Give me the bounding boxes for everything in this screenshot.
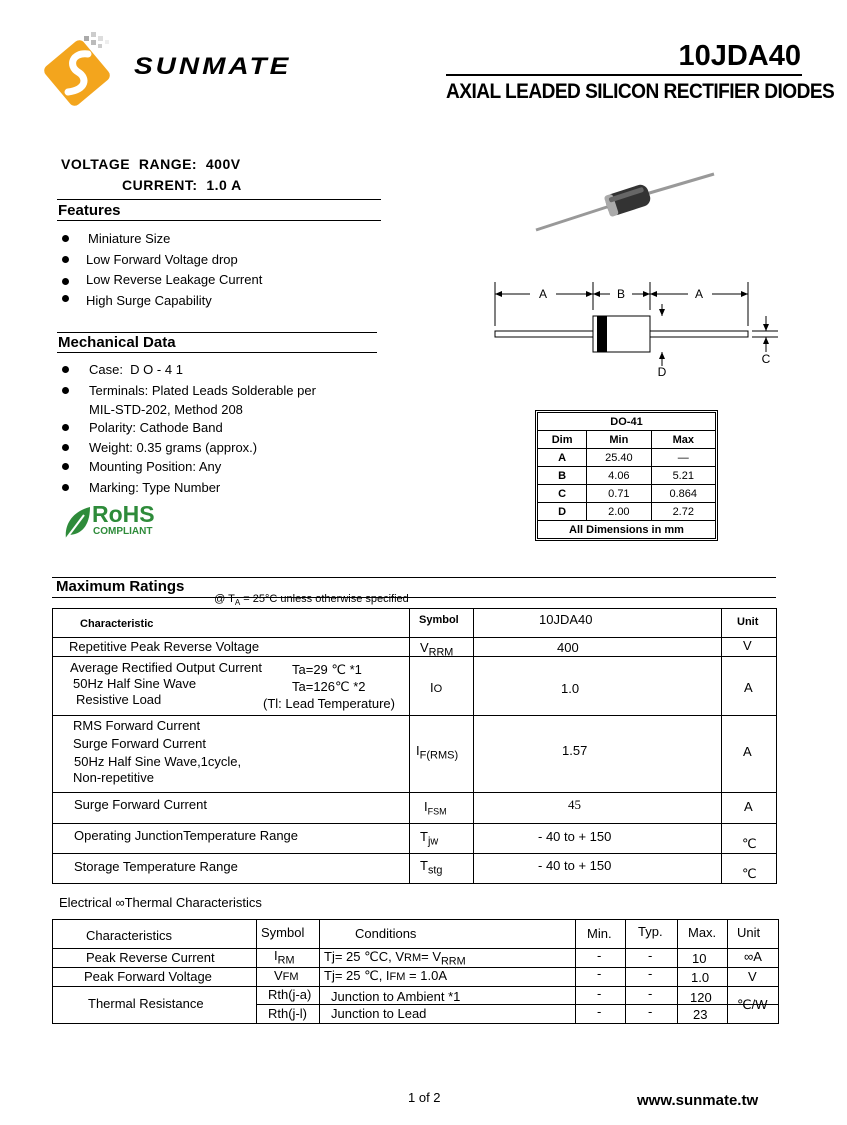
col-unit: Unit bbox=[737, 616, 759, 628]
max-ratings-title: Maximum Ratings bbox=[56, 578, 185, 595]
col-value: 10JDA40 bbox=[539, 612, 593, 627]
mechanical-rule-bottom bbox=[57, 352, 377, 353]
rating-char: Non-repetitive bbox=[73, 770, 154, 785]
rating-note: Ta=29 ℃ *1 bbox=[292, 662, 362, 677]
elec-col-char: Characteristics bbox=[86, 928, 172, 943]
elec-typ: - bbox=[648, 948, 653, 963]
brand-logo bbox=[44, 30, 309, 120]
elec-condition: Tj= 25 ℃, IFM = 1.0A bbox=[324, 968, 447, 983]
rating-value: 1.0 bbox=[561, 681, 580, 696]
bullet-icon bbox=[62, 484, 69, 491]
elec-max: 23 bbox=[693, 1007, 708, 1022]
rating-unit: ℃ bbox=[742, 866, 757, 881]
rating-char: Repetitive Peak Reverse Voltage bbox=[69, 639, 260, 654]
elec-col-symbol: Symbol bbox=[261, 925, 305, 940]
elec-unit: ∞A bbox=[744, 949, 762, 964]
dim-table-title: DO-41 bbox=[538, 413, 716, 431]
table-row bbox=[538, 467, 716, 485]
rating-symbol: $V_{RRM}$ bbox=[420, 640, 454, 659]
max-ratings-condition: @ $T_A = 25^\circ C$ unless otherwise specified bbox=[214, 593, 409, 608]
rating-value: 400 bbox=[557, 640, 579, 655]
rating-value: 1.57 bbox=[562, 743, 588, 758]
dim-cell: B bbox=[538, 467, 587, 485]
rating-symbol: $T_{stg}$ bbox=[420, 858, 443, 877]
leaf-icon bbox=[62, 505, 92, 541]
mechanical-item: Terminals: Plated Leads Solderable per bbox=[89, 383, 316, 398]
dim-cell: 4.06 bbox=[587, 467, 651, 485]
elec-symbol: Rth(j-l) bbox=[268, 1006, 307, 1021]
features-rule-bottom bbox=[57, 220, 381, 221]
dim-cell: 25.40 bbox=[587, 449, 651, 467]
bullet-icon bbox=[62, 387, 69, 394]
elec-min: - bbox=[597, 948, 602, 963]
dim-table-footer: All Dimensions in mm bbox=[538, 521, 716, 539]
dim-cell: 2.00 bbox=[587, 503, 651, 521]
elec-col-min: Min. bbox=[587, 926, 612, 941]
dim-cell: A bbox=[538, 449, 587, 467]
logo-mark-icon bbox=[44, 32, 112, 108]
bullet-icon bbox=[62, 295, 69, 302]
mechanical-item: Mounting Position: Any bbox=[89, 459, 222, 474]
table-row bbox=[538, 503, 716, 521]
rating-symbol: $T_{jw}$ bbox=[420, 829, 439, 848]
bullet-icon bbox=[62, 444, 69, 451]
electrical-title: Electrical ∞Thermal Characteristics bbox=[59, 895, 262, 910]
rating-unit: V bbox=[743, 638, 752, 653]
bullet-icon bbox=[62, 424, 69, 431]
rating-unit: A bbox=[743, 744, 752, 759]
elec-typ: - bbox=[648, 1004, 653, 1019]
elec-min: - bbox=[597, 1004, 602, 1019]
feature-item: Low Reverse Leakage Current bbox=[86, 272, 263, 287]
mechanical-item: Weight: 0.35 grams (approx.) bbox=[89, 440, 258, 455]
elec-col-typ: Typ. bbox=[638, 924, 663, 939]
rating-char: 50Hz Half Sine Wave,1cycle, bbox=[74, 754, 242, 769]
dim-header: Min bbox=[587, 431, 651, 449]
features-rule-top bbox=[57, 199, 381, 200]
footer-url[interactable]: www.sunmate.tw bbox=[637, 1092, 759, 1109]
rating-symbol: $I_{F(RMS)}$ bbox=[416, 743, 459, 762]
table-row bbox=[538, 449, 716, 467]
elec-char: Peak Reverse Current bbox=[86, 950, 215, 965]
rating-note: Ta=126℃ *2 bbox=[292, 679, 366, 694]
elec-col-unit: Unit bbox=[737, 925, 761, 940]
header-rule bbox=[446, 74, 802, 76]
feature-item: High Surge Capability bbox=[86, 293, 212, 308]
part-number: 10JDA40 bbox=[678, 40, 801, 72]
dim-cell: 0.71 bbox=[587, 485, 651, 503]
rating-note: (Tl: Lead Temperature) bbox=[263, 696, 395, 711]
diode-photo bbox=[530, 168, 730, 238]
elec-min: - bbox=[597, 986, 602, 1001]
elec-col-conditions: Conditions bbox=[355, 926, 417, 941]
elec-symbol: $I_{RM}$ bbox=[274, 948, 295, 967]
elec-col-max: Max. bbox=[688, 925, 717, 940]
bullet-icon bbox=[62, 278, 69, 285]
rating-value: 45 bbox=[568, 797, 581, 812]
dim-label-c: C bbox=[761, 352, 771, 366]
diode-body bbox=[604, 183, 653, 218]
feature-item: Miniature Size bbox=[88, 231, 171, 246]
diode-lead bbox=[536, 206, 610, 230]
rating-unit: A bbox=[744, 799, 753, 814]
bullet-icon bbox=[62, 463, 69, 470]
dim-cell: D bbox=[538, 503, 587, 521]
dim-header: Max bbox=[651, 431, 715, 449]
brand-text: SUNMATE bbox=[134, 52, 292, 80]
table-row bbox=[538, 485, 716, 503]
diode-lead bbox=[646, 174, 714, 194]
elec-max: 1.0 bbox=[691, 970, 710, 985]
rating-symbol: IO bbox=[430, 680, 443, 695]
features-title: Features bbox=[58, 202, 121, 219]
col-characteristic: Characteristic bbox=[80, 618, 154, 630]
rating-unit: ℃ bbox=[742, 836, 757, 851]
dim-cell: 0.864 bbox=[651, 485, 715, 503]
dim-label-b: B bbox=[616, 287, 626, 301]
page-number: 1 of 2 bbox=[408, 1090, 441, 1105]
elec-max: 10 bbox=[692, 951, 707, 966]
elec-typ: - bbox=[648, 986, 653, 1001]
subtitle: AXIAL LEADED SILICON RECTIFIER DIODES bbox=[446, 80, 835, 103]
dim-label-a2: A bbox=[694, 287, 704, 301]
dimension-table bbox=[537, 412, 716, 539]
mechanical-title: Mechanical Data bbox=[58, 334, 176, 351]
elec-condition: Junction to Lead bbox=[331, 1006, 427, 1021]
elec-max: 120 bbox=[690, 990, 712, 1005]
rating-value: - 40 to + 150 bbox=[538, 829, 612, 844]
dim-cell: 5.21 bbox=[651, 467, 715, 485]
rating-unit: A bbox=[744, 680, 753, 695]
dim-label-a: A bbox=[538, 287, 548, 301]
elec-min: - bbox=[597, 966, 602, 981]
voltage-range: VOLTAGE RANGE: 400V bbox=[61, 156, 241, 172]
max-ratings-rule-bottom bbox=[52, 597, 776, 598]
dim-label-d: D bbox=[657, 365, 667, 379]
mechanical-item: Marking: Type Number bbox=[89, 480, 221, 495]
bullet-icon bbox=[62, 366, 69, 373]
elec-unit: V bbox=[748, 969, 757, 984]
rating-char: Surge Forward Current bbox=[74, 797, 207, 812]
dim-header: Dim bbox=[538, 431, 587, 449]
bullet-icon bbox=[62, 235, 69, 242]
mechanical-rule-top bbox=[57, 332, 377, 333]
rating-char: Storage Temperature Range bbox=[74, 859, 238, 874]
dim-cell: 2.72 bbox=[651, 503, 715, 521]
elec-char: Peak Forward Voltage bbox=[84, 969, 212, 984]
rohs-title: RoHS bbox=[92, 501, 155, 527]
rohs-badge bbox=[62, 503, 172, 543]
mechanical-item: MIL-STD-202, Method 208 bbox=[89, 402, 243, 417]
feature-item: Low Forward Voltage drop bbox=[86, 252, 238, 267]
rating-char: Average Rectified Output Current bbox=[70, 660, 262, 675]
rating-char: Resistive Load bbox=[76, 692, 162, 707]
rating-symbol: $I_{FSM}$ bbox=[424, 799, 447, 817]
elec-symbol: VFM bbox=[274, 968, 299, 983]
rating-char: 50Hz Half Sine Wave bbox=[73, 676, 197, 691]
dimension-drawing bbox=[490, 280, 790, 380]
dim-cell: C bbox=[538, 485, 587, 503]
bullet-icon bbox=[62, 256, 69, 263]
elec-symbol: Rth(j-a) bbox=[268, 987, 312, 1002]
rating-char: Surge Forward Current bbox=[73, 736, 206, 751]
current-range: CURRENT: 1.0 A bbox=[122, 177, 242, 193]
elec-typ: - bbox=[648, 966, 653, 981]
elec-char: Thermal Resistance bbox=[88, 996, 204, 1011]
mechanical-item: Polarity: Cathode Band bbox=[89, 420, 223, 435]
dim-cell: — bbox=[651, 449, 715, 467]
rohs-sub: COMPLIANT bbox=[93, 526, 153, 537]
col-symbol: Symbol bbox=[419, 614, 459, 626]
mechanical-item: Case: D O - 4 1 bbox=[89, 362, 183, 377]
rating-char: RMS Forward Current bbox=[73, 718, 201, 733]
rating-value: - 40 to + 150 bbox=[538, 858, 612, 873]
elec-condition: Junction to Ambient *1 bbox=[331, 989, 461, 1004]
rating-char: Operating JunctionTemperature Range bbox=[74, 828, 299, 843]
elec-condition: Tj= 25 ℃C, $VRM= V_{RRM}$ bbox=[324, 949, 466, 968]
elec-unit: ℃/W bbox=[737, 997, 768, 1012]
